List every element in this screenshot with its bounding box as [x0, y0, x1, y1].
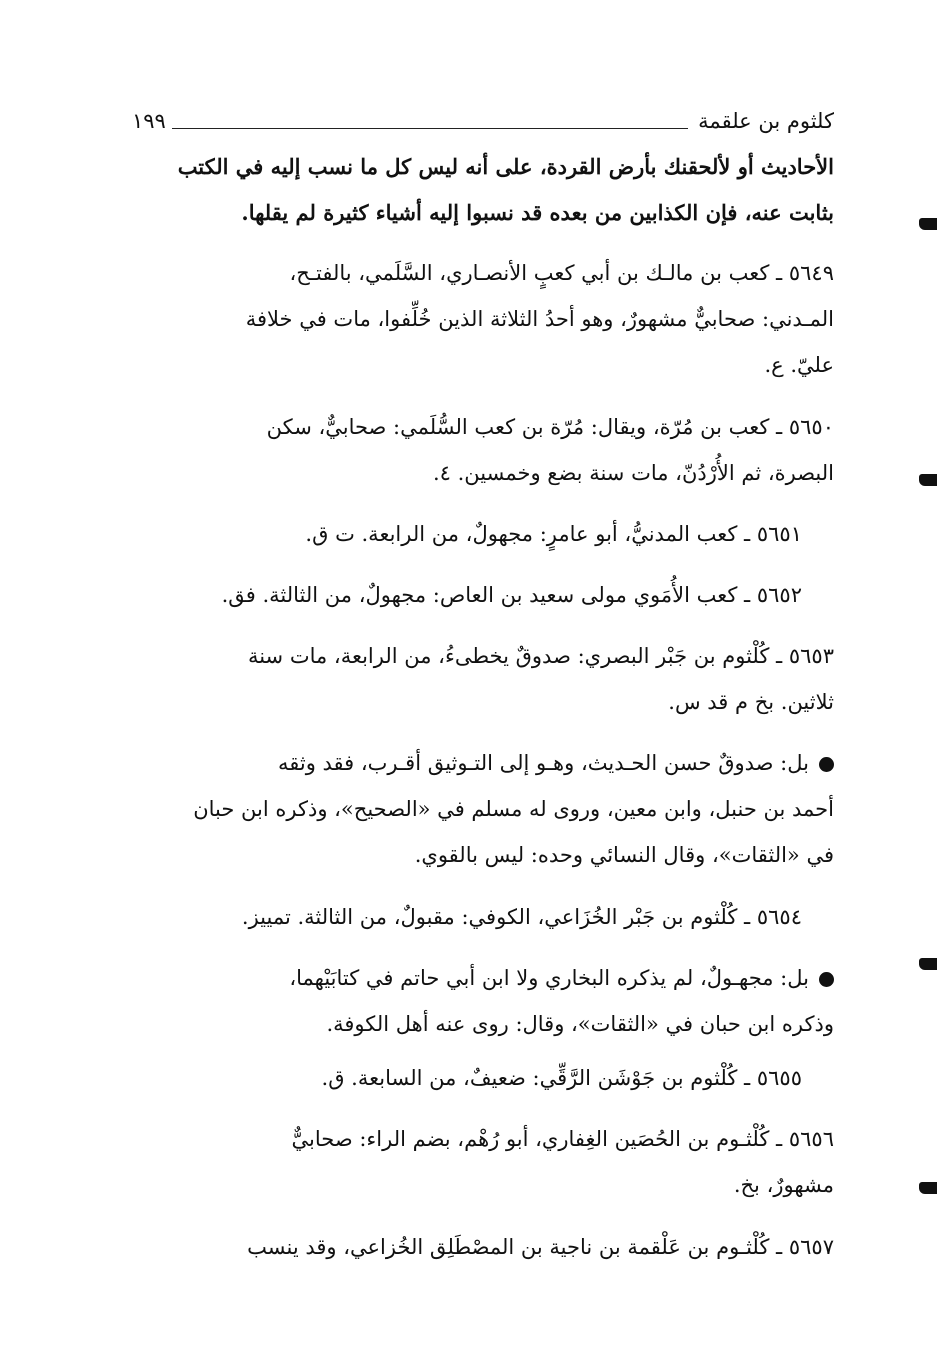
entry-5652: [140, 572, 802, 618]
text-line: الأحاديث أو لألحقنك بأرض القردة، على أنه ليس كل ما نسب إليه في الكتب: [177, 154, 834, 179]
text-line: ٥٦٥٧ ـ كُلْثـوم بن عَلْقمة بن ناجية بن المصْطَلِق الخُزاعي، وقد ينسب: [247, 1235, 834, 1259]
entry-5657: [132, 1224, 834, 1270]
text-line: ٥٦٥٠ ـ كعب بن مُرّة، ويقال: مُرّة بن كعب السُّلَمي: صحابيٌّ، سكن: [266, 415, 834, 439]
header-rule: [172, 128, 688, 129]
bullet-icon: [819, 757, 834, 772]
text-line: ٥٦٥٢ ـ كعب الأُمَوي مولى سعيد بن العاص: مجهولٌ، من الثالثة. فق.: [221, 583, 802, 607]
text-line: ثلاثين. بخ م قد س.: [668, 690, 834, 714]
note-5653: [132, 740, 834, 878]
text-line: عليّ. ع.: [764, 353, 834, 377]
text-line: أحمد بن حنبل، وابن معين، وروى له مسلم في «الصحيح»، وذكره ابن حبان: [193, 797, 834, 821]
text-line: ٥٦٥٤ ـ كُلْثوم بن جَبْر الخُزَاعي، الكوفي: مقبولٌ، من الثالثة. تمييز.: [241, 905, 802, 929]
bullet-icon: [819, 972, 834, 987]
text-line: البصرة، ثم الأُرْدُنّ، مات سنة بضع وخمسين. ٤.: [432, 461, 834, 485]
text-line: ٥٦٥٣ ـ كُلْثوم بن جَبْر البصري: صدوقٌ يخطىءُ، من الرابعة، مات سنة: [247, 644, 834, 668]
continuation-paragraph: [132, 144, 834, 236]
note-text: بل: مجهـولٌ، لم يذكره البخاري ولا ابن أبي حاتم في كتابَيْهما،: [289, 966, 809, 990]
entry-5656: [132, 1116, 834, 1208]
running-header: [132, 98, 834, 132]
margin-mark: [919, 1182, 937, 1194]
page-number: ١٩٩: [132, 109, 166, 133]
text-line: مشهورٌ، بخ.: [733, 1173, 834, 1197]
entry-5651: [190, 511, 802, 557]
entry-5649: [132, 250, 834, 388]
note-5654: [132, 955, 834, 1047]
text-line: في «الثقات»، وقال النسائي وحده: ليس بالقوي.: [414, 843, 834, 867]
header-title: كلثوم بن علقمة: [698, 109, 834, 133]
margin-mark: [919, 218, 937, 230]
text-line: ٥٦٥٥ ـ كُلْثوم بن جَوْشَن الرَّقِّي: ضعيفٌ، من السابعة. ق.: [321, 1066, 802, 1090]
entry-5653: [132, 633, 834, 725]
text-line: بثابت عنه، فإن الكذابين من بعده قد نسبوا إليه أشياء كثيرة لم يقلها.: [241, 200, 834, 225]
entry-5650: [132, 404, 834, 496]
text-line: وذكره ابن حبان في «الثقات»، وقال: روى عنه أهل الكوفة.: [326, 1012, 834, 1036]
margin-mark: [919, 958, 937, 970]
note-text: بل: صدوقٌ حسن الحـديث، وهـو إلى التـوثيق أقـرب، فقد وثقه: [277, 751, 809, 775]
text-line: ٥٦٥٦ ـ كُلْثـوم بن الحُصَين الغِفاري، أبو رُهْم، بضم الراء: صحابيٌّ: [291, 1127, 834, 1151]
entry-5655: [235, 1055, 802, 1101]
entry-5654: [140, 894, 802, 940]
text-line: ٥٦٤٩ ـ كعب بن مالـك بن أبي كعبٍ الأنصـاري، السَّلَمي، بالفتـح،: [289, 261, 834, 285]
text-line: ٥٦٥١ ـ كعب المدنيُّ، أبو عامرٍ: مجهولٌ، من الرابعة. ت ق.: [305, 522, 802, 546]
text-line: [132, 740, 834, 786]
margin-mark: [919, 474, 937, 486]
text-line: [132, 955, 834, 1001]
text-line: المـدني: صحابيٌّ مشهورٌ، وهو أحدُ الثلاثة الذين خُلِّفوا، مات في خلافة: [245, 307, 834, 331]
